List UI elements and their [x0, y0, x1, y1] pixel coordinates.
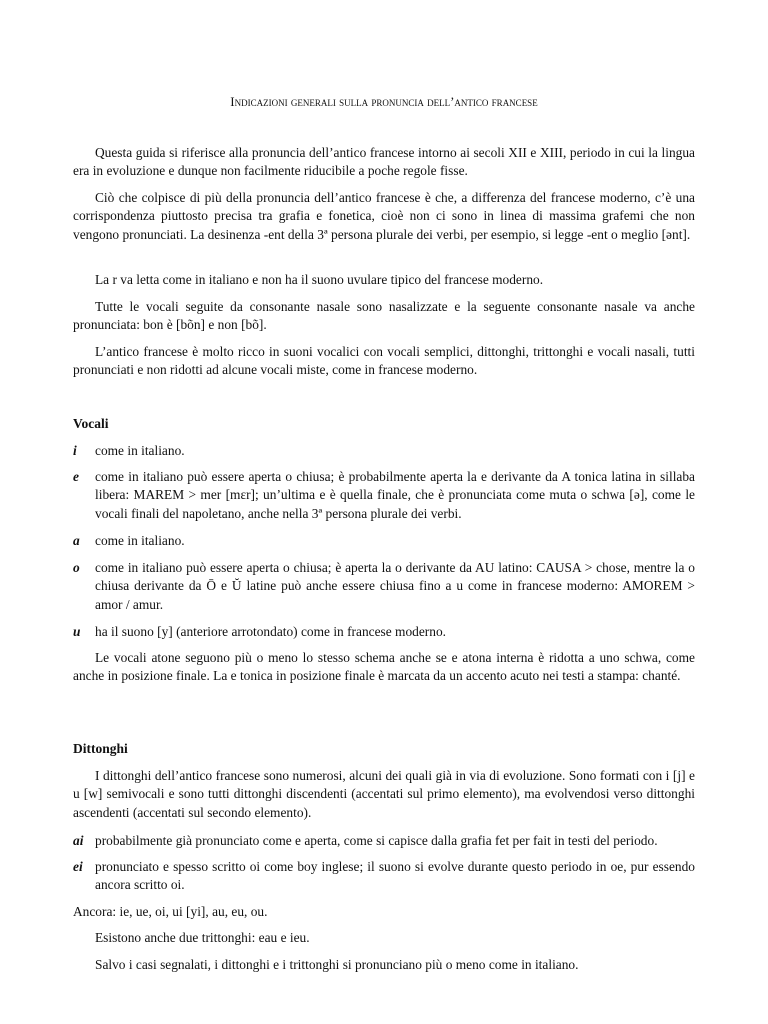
vowel-item: [73, 442, 695, 460]
page-title: Indicazioni generali sulla pronuncia dell’antico francese: [230, 94, 538, 109]
intro-paragraph-5: L’antico francese è molto ricco in suoni vocalici con vocali semplici, dittonghi, trittonghi e vocali nasali, tutti pronunciati e non ridotti ad alcune vocali miste, come in francese moderno.: [73, 344, 695, 378]
vowel-key: u: [73, 624, 81, 639]
diphthong-item: [73, 832, 695, 850]
vowel-key: i: [73, 443, 77, 458]
diphthong-key: ai: [73, 833, 84, 848]
vowel-item: [73, 623, 695, 641]
intro-paragraph-2: Ciò che colpisce di più della pronuncia dell’antico francese è che, a differenza del francese moderno, c’è una corrispondenza piuttosto precisa tra grafia e fonetica, cioè non ci sono in linea di massima grafemi che non vengono pronunciati. La desinenza -ent della 3ª persona plurale dei verbi, per esempio, si legge -ent o meglio [ənt].: [73, 190, 695, 242]
intro-paragraph-1: Questa guida si riferisce alla pronuncia dell’antico francese intorno ai secoli XII e XIII, periodo in cui la lingua era in evoluzione e dunque non facilmente riducibile a poche regole fisse.: [73, 145, 695, 179]
dittonghi-ancora: Ancora: ie, ue, oi, ui [yi], au, eu, ou.: [73, 904, 268, 919]
vowel-desc: come in italiano.: [95, 443, 185, 458]
dittonghi-intro: I dittonghi dell’antico francese sono numerosi, alcuni dei quali già in via di evoluzione. Sono formati con i [j] e u [w] semivocali e sono tutti dittonghi discendenti (accentati sul primo elemento), ma evolvendosi verso dittonghi ascendenti (accentati sul secondo elemento).: [73, 768, 695, 820]
diphthong-item: [73, 858, 695, 895]
section-heading-vocali: Vocali: [73, 416, 109, 431]
vowel-item: [73, 559, 695, 614]
vowel-item: [73, 468, 695, 523]
section-heading-dittonghi: Dittonghi: [73, 741, 128, 756]
vowel-desc: come in italiano può essere aperta o chiusa; è probabilmente aperta la e derivante da A tonica latina in sillaba libera: MAREM > mer [mɛr]; un’ultima e è quella finale, che è pronunciata come muta o schwa [ə], come le vocali finali del napoletano, anche nella 3ª persona plurale dei verbi.: [95, 469, 695, 521]
diphthong-desc: pronunciato e spesso scritto oi come boy inglese; il suono si evolve durante questo periodo in oe, pur essendo ancora scritto oi.: [95, 859, 695, 893]
intro-paragraph-3: La r va letta come in italiano e non ha il suono uvulare tipico del francese moderno.: [95, 272, 544, 287]
vowel-desc: ha il suono [y] (anteriore arrotondato) come in francese moderno.: [95, 624, 446, 639]
vowel-key: o: [73, 560, 80, 575]
vowel-desc: come in italiano.: [95, 533, 185, 548]
dittonghi-trittonghi: Esistono anche due trittonghi: eau e ieu.: [95, 930, 310, 945]
vowel-item: [73, 532, 695, 550]
intro-paragraph-4: Tutte le vocali seguite da consonante nasale sono nasalizzate e la seguente consonante nasale va anche pronunciata: bon è [bõn] e non [bõ].: [73, 299, 695, 333]
vowel-key: a: [73, 533, 80, 548]
vowel-key: e: [73, 469, 79, 484]
diphthong-key: ei: [73, 859, 83, 874]
vowel-desc: come in italiano può essere aperta o chiusa; è aperta la o derivante da AU latino: CAUSA > chose, mentre la o chiusa derivante da Ō e Ŭ latine può anche essere chiusa fino a u come in francese moderno: AMOREM > amor / amur.: [95, 560, 695, 612]
dittonghi-closing: Salvo i casi segnalati, i dittonghi e i trittonghi si pronunciano più o meno come in italiano.: [95, 957, 579, 972]
diphthong-desc: probabilmente già pronunciato come e aperta, come si capisce dalla grafia fet per fait in testi del periodo.: [95, 833, 658, 848]
vocali-note: Le vocali atone seguono più o meno lo stesso schema anche se e atona interna è ridotta a uno schwa, come anche in posizione finale. La e tonica in posizione finale è marcata da un accento acuto nei testi a stampa: chanté.: [73, 650, 695, 684]
